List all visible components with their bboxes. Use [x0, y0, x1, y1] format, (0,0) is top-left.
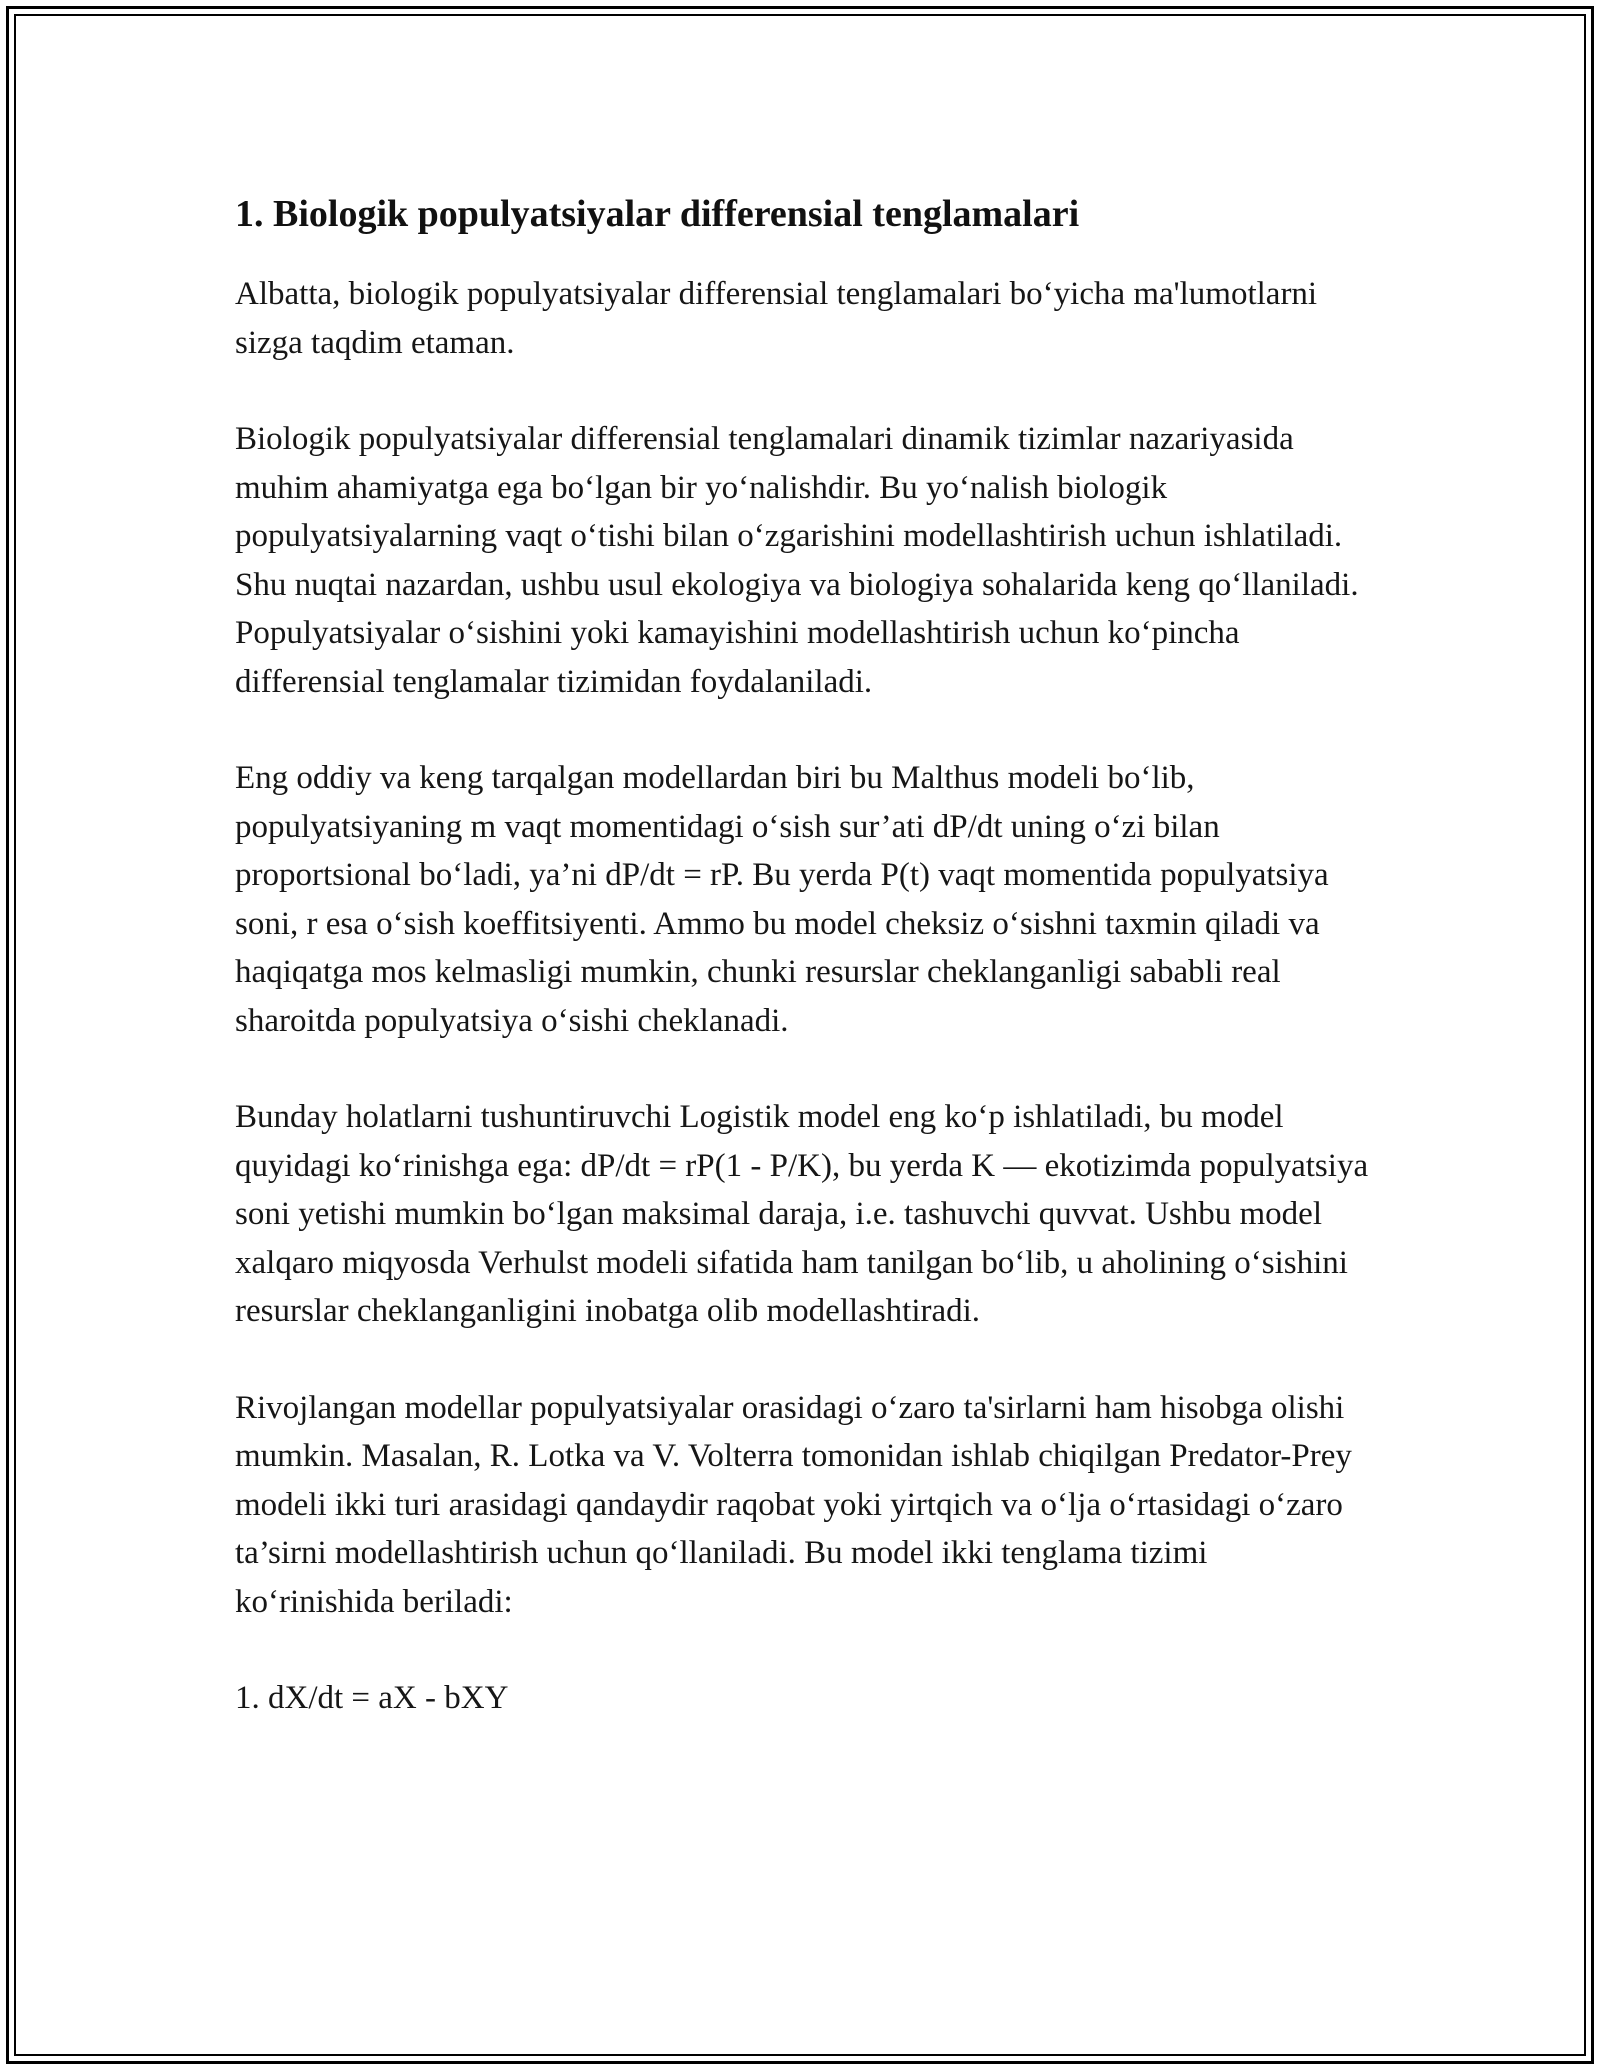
- paragraph-predator-prey: Rivojlangan modellar populyatsiyalar orasidagi o‘zaro ta'sirlarni ham hisobga olishi mumkin. Masalan, R. Lotka va V. Volterra tomonidan ishlab chiqilgan Predator-Prey modeli ikki turi arasidagi qandaydir raqobat yoki yirtqich va o‘lja o‘rtasidagi o‘zaro ta’sirni modellashtirish uchun qo‘llaniladi. Bu model ikki tenglama tizimi ko‘rinishida beriladi:: [235, 1389, 1352, 1620]
- document-body: [235, 188, 1375, 1723]
- paragraph-overview: Biologik populyatsiyalar differensial tenglamalari dinamik tizimlar nazariyasida muhim ahamiyatga ega bo‘lgan bir yo‘nalishdir. Bu yo‘nalish biologik populyatsiyalarning vaqt o‘tishi bilan o‘zgarishini modellashtirish uchun ishlatiladi. Shu nuqtai nazardan, ushbu usul ekologiya va biologiya sohalarida keng qo‘llaniladi. Populyatsiyalar o‘sishini yoki kamayishini modellashtirish uchun ko‘pincha differensial tenglamalar tizimidan foydalaniladi.: [235, 421, 1359, 700]
- paragraph-intro: Albatta, biologik populyatsiyalar differensial tenglamalari bo‘yicha ma'lumotlarni sizga taqdim etaman.: [235, 276, 1318, 361]
- paragraph-logistic-model: Bunday holatlarni tushuntiruvchi Logistik model eng ko‘p ishlatiladi, bu model quyidagi ko‘rinishga ega: dP/dt = rP(1 - P/K), bu yerda K — ekotizimda populyatsiya soni yetishi mumkin bo‘lgan maksimal daraja, i.e. tashuvchi quvvat. Ushbu model xalqaro miqyosda Verhulst modeli sifatida ham tanilgan bo‘lib, u aholining o‘sishini resurslar cheklanganligini inobatga olib modellashtiradi.: [235, 1099, 1369, 1329]
- paragraph-malthus-model: Eng oddiy va keng tarqalgan modellardan biri bu Malthus modeli bo‘lib, populyatsiyaning m vaqt momentidagi o‘sish sur’ati dP/dt uning o‘zi bilan proportsional bo‘ladi, ya’ni dP/dt = rP. Bu yerda P(t) vaqt momentida populyatsiya soni, r esa o‘sish koeffitsiyenti. Ammo bu model cheksiz o‘sishni taxmin qiladi va haqiqatga mos kelmasligi mumkin, chunki resurslar cheklanganligi sababli real sharoitda populyatsiya o‘sishi cheklanadi.: [235, 760, 1329, 1039]
- equation-line-1: 1. dX/dt = aX - bXY: [235, 1680, 509, 1716]
- page-title: 1. Biologik populyatsiyalar differensial tenglamalari: [235, 193, 1080, 235]
